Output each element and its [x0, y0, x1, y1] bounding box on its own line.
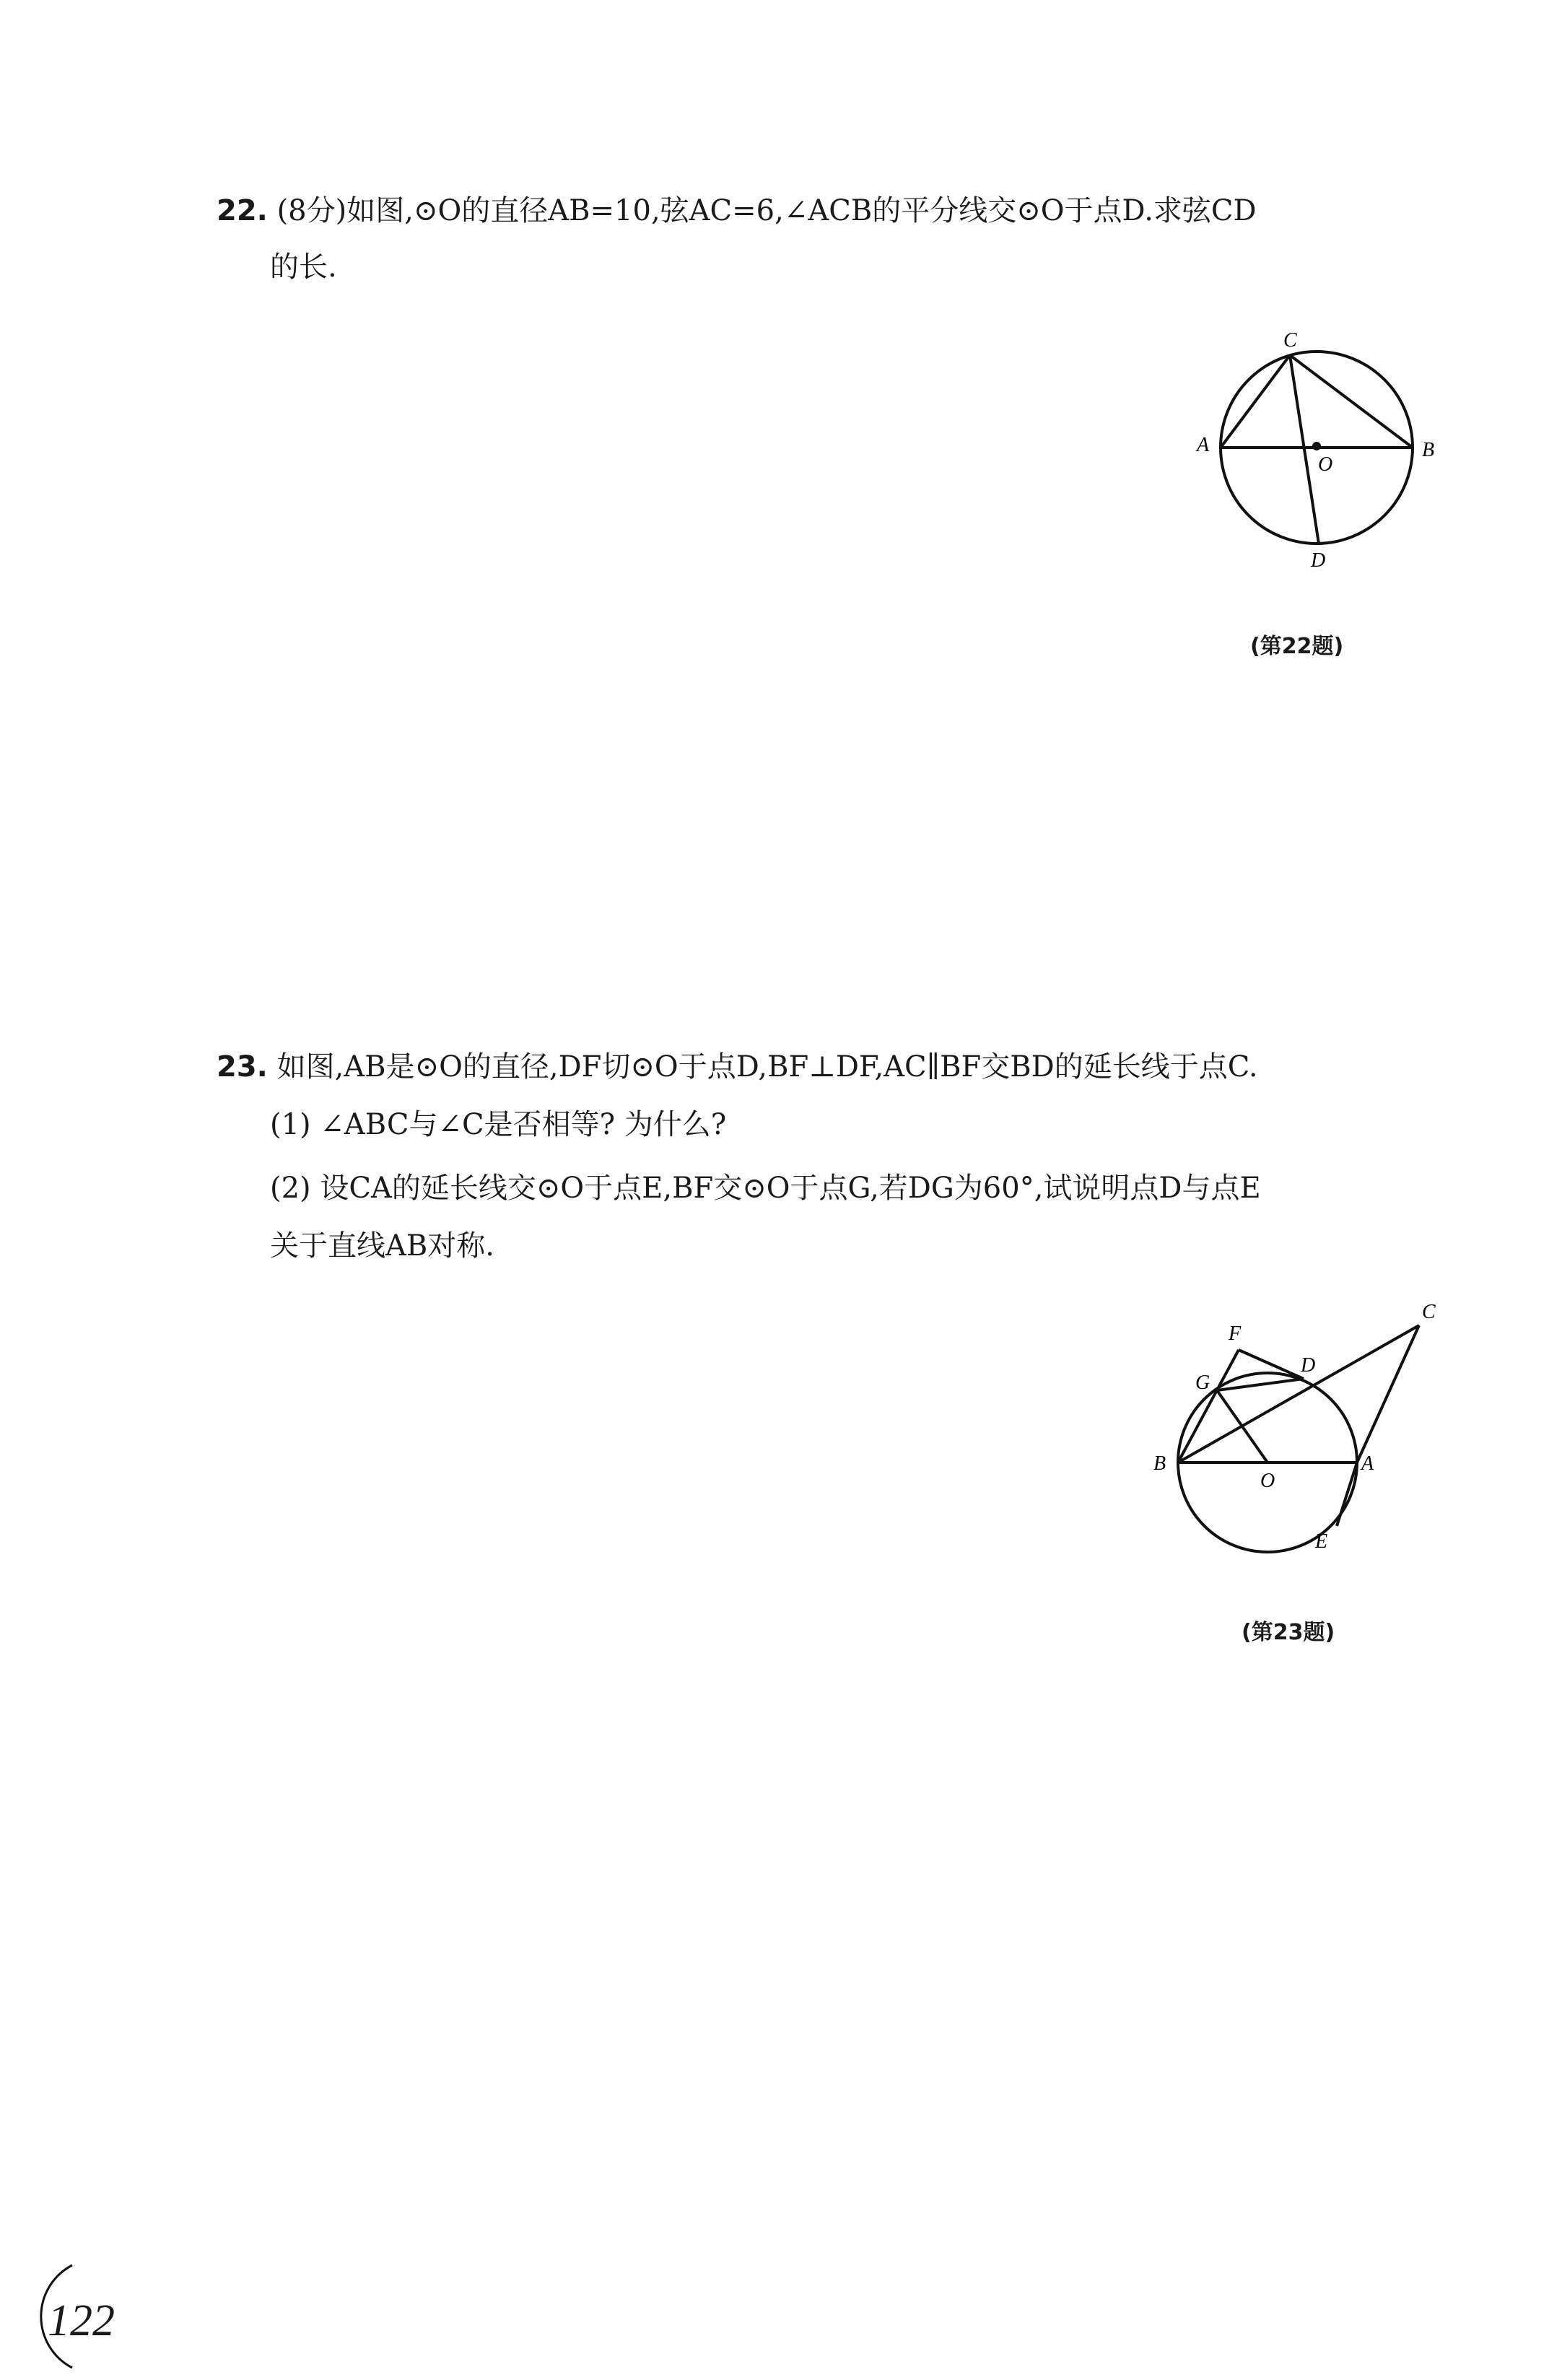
q22-text-line2: 的长. [270, 250, 337, 284]
q22-label-c: C [1283, 329, 1297, 352]
q23-label-g: G [1195, 1372, 1210, 1394]
q23-line1 [217, 1045, 1258, 1089]
q23-label-c: C [1422, 1301, 1436, 1323]
q22-label-o: O [1318, 453, 1333, 476]
q22-text-line1: (8分)如图,⊙O的直径AB=10,弦AC=6,∠ACB的平分线交⊙O于点D.求弦CD [276, 194, 1257, 227]
q23-line-ae [1337, 1463, 1357, 1526]
q23-text-line1: 如图,AB是⊙O的直径,DF切⊙O于点D,BF⊥DF,AC∥BF交BD的延长线于点C. [276, 1050, 1258, 1084]
q22-number: 22. [217, 194, 268, 227]
q23-figure [1148, 1292, 1465, 1581]
q22-center-dot [1312, 442, 1321, 450]
q23-label-e: E [1315, 1530, 1328, 1553]
q22-figure [1184, 318, 1458, 577]
q23-label-b: B [1153, 1452, 1166, 1475]
q23-number: 23. [217, 1050, 268, 1084]
q23-line-ac [1357, 1325, 1419, 1463]
q23-label-a: A [1361, 1452, 1374, 1475]
q22-chord-bc [1290, 355, 1413, 448]
q22-label-d: D [1311, 549, 1326, 572]
q22-label-b: B [1422, 439, 1435, 461]
q22-caption: (第22题) [1250, 634, 1344, 659]
q23-part2-line1: (2) 设CA的延长线交⊙O于点E,BF交⊙O于点G,若DG为60°,试说明点D与点E [270, 1172, 1261, 1205]
q23-label-f: F [1229, 1322, 1242, 1345]
page-number: 122 [48, 2296, 115, 2345]
q22-label-a: A [1197, 434, 1210, 456]
q23-part2-line2: 关于直线AB对称. [270, 1229, 494, 1263]
q23-label-d: D [1301, 1354, 1316, 1377]
q23-caption: (第23题) [1242, 1620, 1335, 1645]
q22-line1 [217, 189, 1257, 232]
q23-part1: (1) ∠ABC与∠C是否相等? 为什么? [270, 1108, 727, 1141]
q23-line-go [1217, 1390, 1268, 1463]
q23-label-o: O [1260, 1470, 1275, 1492]
